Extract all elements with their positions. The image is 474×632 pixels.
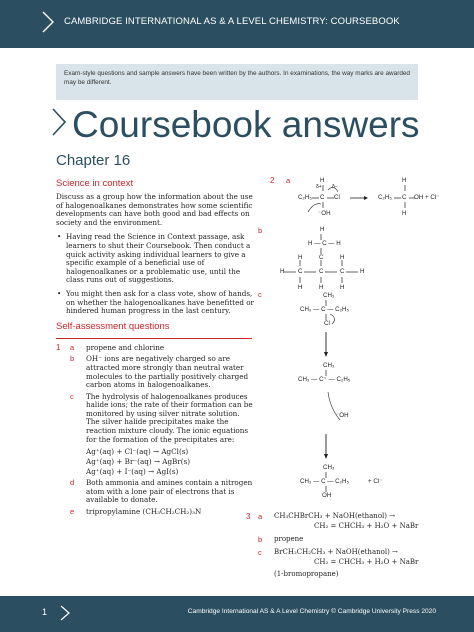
chapter-heading: Chapter 16 [56, 152, 131, 169]
atom-label: H [320, 177, 325, 184]
header-title: CAMBRIDGE INTERNATIONAL AS & A LEVEL CHEMISTRY: COURSEBOOK [64, 16, 400, 27]
section-divider [56, 338, 252, 339]
part-letter: e [70, 507, 75, 517]
footer-citation: Cambridge International AS & A Level Chemistry © Cambridge University Press 2020 [187, 608, 436, 615]
atom-label: H [280, 268, 285, 275]
mechanism-2c-diagram [294, 296, 394, 576]
atom-label: C [319, 268, 324, 275]
question-1b [56, 355, 254, 389]
atom-label: C [340, 268, 345, 275]
right-column [246, 176, 444, 596]
question-1e [56, 508, 254, 517]
question-number: 2 [270, 176, 275, 185]
science-in-context-bullets [56, 233, 254, 315]
product-label: OH + Cl⁻ [414, 194, 440, 201]
equation: CH₂ = CHCH₃ + H₂O + NaBr [314, 558, 419, 566]
atom-label: H [340, 284, 345, 291]
bullet-item: • Having read the Science in Context passage, ask learners to shut their Coursebook. Then conduct a quick activity asking individual learners to give a specific example of a beneficial use of halogenoalkanes or a problematic use, until the class runs out of suggestions. [56, 233, 254, 285]
atom-label: H — C — H [308, 240, 341, 247]
atom-label: H [360, 268, 365, 275]
atom-label: H [320, 226, 325, 233]
answer-text: Both ammonia and amines contain a nitrogen atom with a lone pair of electrons that is available to donate. [86, 478, 253, 505]
nucleophile-label: ⁻OH [336, 412, 349, 419]
page-number: 1 [42, 607, 48, 617]
answer-text: propene [274, 535, 304, 543]
atom-label: H [340, 254, 345, 261]
atom-label: CH₃ [323, 362, 335, 369]
equation: CH₃CHBrCH₃ + NaOH(ethanol) → [274, 512, 396, 520]
charge-label: δ− [332, 184, 338, 190]
answer-text: (1-bromopropane) [274, 570, 339, 578]
bullet-item: • You might then ask for a class vote, show of hands, on whether the halogenoalkanes have benefitted or hindered human progress in the last century. [56, 290, 254, 316]
part-letter: a [70, 342, 75, 352]
chevron-right-icon [58, 602, 72, 624]
equation: Ag⁺(aq) + Br⁻(aq) → AgBr(s) [86, 457, 191, 467]
structure-label: CH₃ — C — C₂H₅ [300, 306, 350, 313]
equation: Ag⁺(aq) + I⁻(aq) → AgI(s) [86, 467, 179, 477]
atom-label: H [319, 284, 324, 291]
atom-label: C [319, 254, 324, 261]
atom-label: OH [322, 492, 332, 499]
question-number: 3 [246, 512, 251, 521]
nucleophile-label: ⁻OH [318, 210, 331, 217]
atom-label: C [402, 194, 407, 201]
answer-text: The hydrolysis of halogenoalkanes produces halide ions; the rate of their formation can be monitored by using silver nitrate solution. The silver halide precipitates make the reaction mixture cloudy. The ionic equations for the formation of the precipitates are: [86, 391, 253, 444]
atom-label: H [298, 284, 303, 291]
atom-label: C [320, 194, 325, 201]
left-column [56, 178, 254, 520]
header-bar [0, 0, 474, 48]
atom-label: H [298, 254, 303, 261]
question-number: 1 [56, 342, 61, 352]
question-1c [56, 393, 254, 445]
part-letter: a [258, 512, 263, 521]
atom-label: Cl [334, 194, 340, 201]
atom-label: Cl [324, 320, 330, 327]
authors-note: Exam-style questions and sample answers have been written by the authors. In examinations, the way marks are awarded may be different. [56, 64, 418, 100]
atom-label: C₂H₅ [378, 194, 392, 201]
answer-text: OH⁻ ions are negatively charged so are attracted more strongly than neutral water molecules to the partially positively charged carbon atoms in halogenoalkanes. [86, 354, 249, 390]
chevron-right-icon [50, 105, 68, 139]
structure-label: CH₃ — C — C₂H₅ [300, 478, 350, 485]
self-assessment-heading: Self-assessment questions [56, 320, 170, 332]
footer-bar [0, 596, 474, 632]
part-letter: c [258, 548, 262, 557]
atom-label: H [402, 177, 407, 184]
atom-label: C₂H₅ [298, 194, 312, 201]
atom-label: CH₃ [323, 464, 335, 471]
part-letter: a [286, 176, 291, 185]
atom-label: H [402, 210, 407, 217]
chevron-right-icon [38, 8, 58, 36]
answer-text: tripropylamine (CH₃CH₂CH₂)₃N [86, 507, 202, 517]
question-1a [56, 344, 254, 353]
science-in-context-intro: Discuss as a group how the information about the use of halogenoalkanes demonstrates how some scientific developments can have both good and bad effects on society and the environment. [56, 192, 253, 227]
equation: Ag⁺(aq) + Cl⁻(aq) → AgCl(s) [86, 447, 189, 457]
page-title [50, 104, 420, 152]
equation: BrCH₂CH₂CH₃ + NaOH(ethanol) → [274, 548, 398, 556]
atom-label: C [298, 268, 303, 275]
science-in-context-heading: Science in context [56, 178, 134, 189]
atom-label: CH₃ [323, 292, 335, 299]
equation: CH₂ = CHCH₃ + H₂O + NaBr [314, 522, 419, 530]
page-title-text: Coursebook answers [72, 104, 420, 145]
answer-text: propene and chlorine [86, 342, 165, 352]
part-letter: d [70, 478, 75, 488]
part-letter: b [70, 354, 75, 364]
part-letter: c [70, 391, 74, 401]
question-1d [56, 479, 254, 505]
ion-label: + Cl⁻ [368, 478, 383, 485]
carbocation-label: CH₃ — C⁺ — C₂H₅ [298, 376, 351, 383]
part-letter: b [258, 535, 263, 544]
part-letter: c [258, 290, 262, 299]
charge-label: δ+ [316, 184, 322, 190]
part-letter: b [258, 226, 263, 235]
